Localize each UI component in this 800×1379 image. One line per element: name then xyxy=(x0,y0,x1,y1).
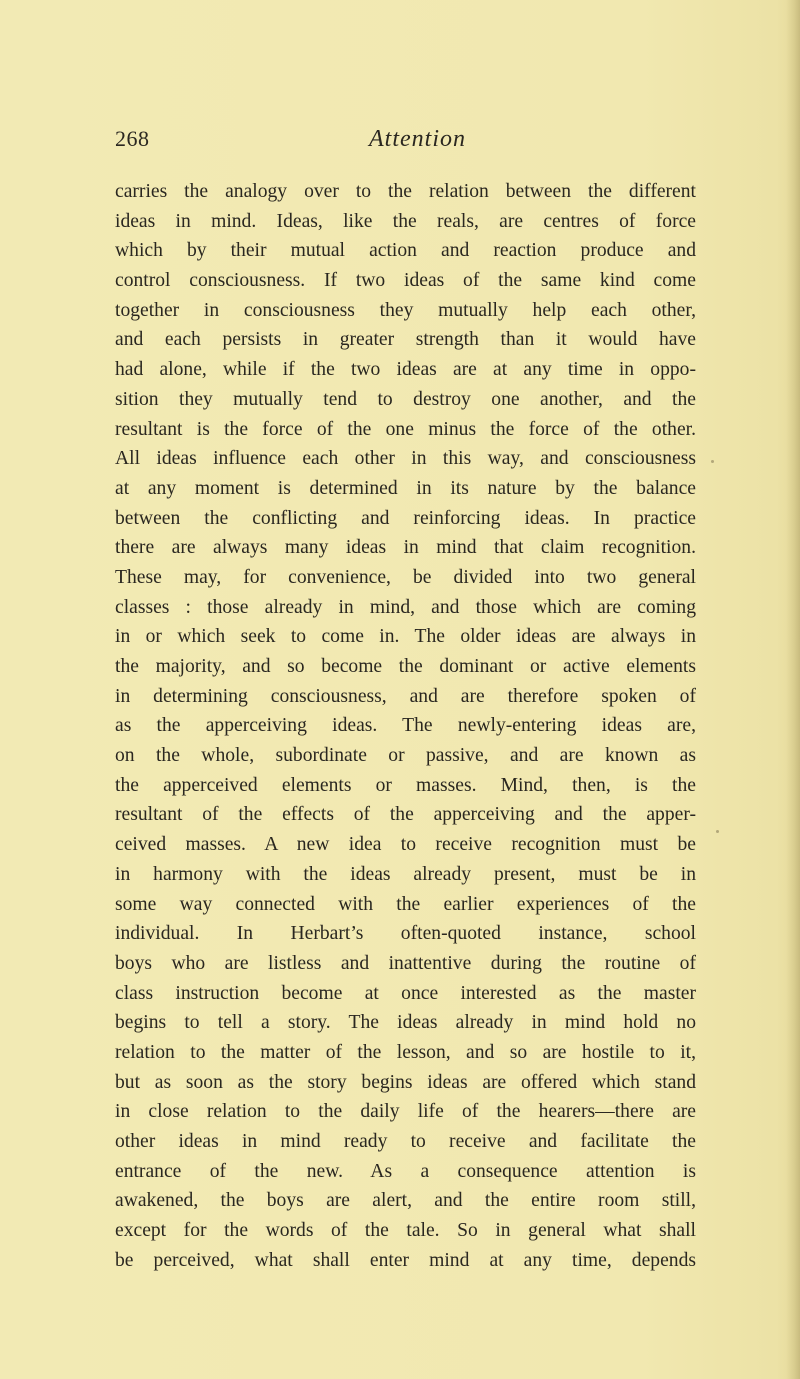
text-line: These may, for convenience, be divided into two general xyxy=(115,566,696,588)
text-line: carries the analogy over to the relation between the different xyxy=(115,181,696,202)
running-head xyxy=(115,126,695,158)
text-line: in harmony with the ideas already present, must be in xyxy=(115,863,696,885)
page-number: 268 xyxy=(115,126,150,151)
text-line: at any moment is determined in its nature by the balance xyxy=(115,477,696,499)
text-line: as the apperceiving ideas. The newly-entering ideas are, xyxy=(115,715,696,737)
body-paragraph xyxy=(115,177,696,1275)
paper-speck xyxy=(711,460,714,463)
text-line: the apperceived elements or masses. Mind, then, is the xyxy=(115,774,696,796)
text-line: resultant is the force of the one minus the force of the other. xyxy=(115,418,696,440)
text-line: All ideas influence each other in this way, and consciousness xyxy=(115,448,696,470)
text-line: ceived masses. A new idea to receive recognition must be xyxy=(115,834,696,856)
text-line: awakened, the boys are alert, and the entire room still, xyxy=(115,1190,696,1212)
text-line: but as soon as the story begins ideas are offered which stand xyxy=(115,1071,696,1093)
running-title: Attention xyxy=(369,126,466,152)
text-line: some way connected with the earlier experiences of the xyxy=(115,893,696,915)
text-line: the majority, and so become the dominant or active elements xyxy=(115,656,696,677)
text-line: other ideas in mind ready to receive and facilitate the xyxy=(115,1131,696,1152)
text-line: class instruction become at once interested as the master xyxy=(115,982,696,1004)
text-line: in determining consciousness, and are therefore spoken of xyxy=(115,685,696,707)
text-line: between the conflicting and reinforcing ideas. In practice xyxy=(115,507,696,529)
text-line: in or which seek to come in. The older ideas are always in xyxy=(115,626,696,648)
text-line: resultant of the effects of the apperceiving and the apper- xyxy=(115,804,696,826)
text-line: classes : those already in mind, and those which are coming xyxy=(115,596,696,618)
text-line: there are always many ideas in mind that claim recognition. xyxy=(115,537,696,559)
text-line: in close relation to the daily life of the hearers—there are xyxy=(115,1101,696,1123)
text-line: which by their mutual action and reaction produce and xyxy=(115,240,696,262)
text-line: control consciousness. If two ideas of the same kind come xyxy=(115,270,696,292)
text-line: entrance of the new. As a consequence attention is xyxy=(115,1160,696,1182)
text-line: individual. In Herbart’s often-quoted instance, school xyxy=(115,923,696,945)
text-line: on the whole, subordinate or passive, and are known as xyxy=(115,745,696,767)
page-edge-shadow xyxy=(786,0,800,1379)
text-line: boys who are listless and inattentive during the routine of xyxy=(115,952,696,974)
text-line: sition they mutually tend to destroy one another, and the xyxy=(115,388,696,410)
text-line: together in consciousness they mutually help each other, xyxy=(115,299,696,321)
text-line: ideas in mind. Ideas, like the reals, are centres of force xyxy=(115,210,696,232)
text-line: except for the words of the tale. So in general what shall xyxy=(115,1220,696,1242)
text-line: relation to the matter of the lesson, and so are hostile to it, xyxy=(115,1041,696,1063)
text-line: be perceived, what shall enter mind at any time, depends xyxy=(115,1249,696,1271)
text-line: had alone, while if the two ideas are at any time in oppo- xyxy=(115,359,696,381)
paper-speck xyxy=(716,830,719,833)
text-line: begins to tell a story. The ideas already in mind hold no xyxy=(115,1012,696,1034)
text-line: and each persists in greater strength than it would have xyxy=(115,329,696,351)
